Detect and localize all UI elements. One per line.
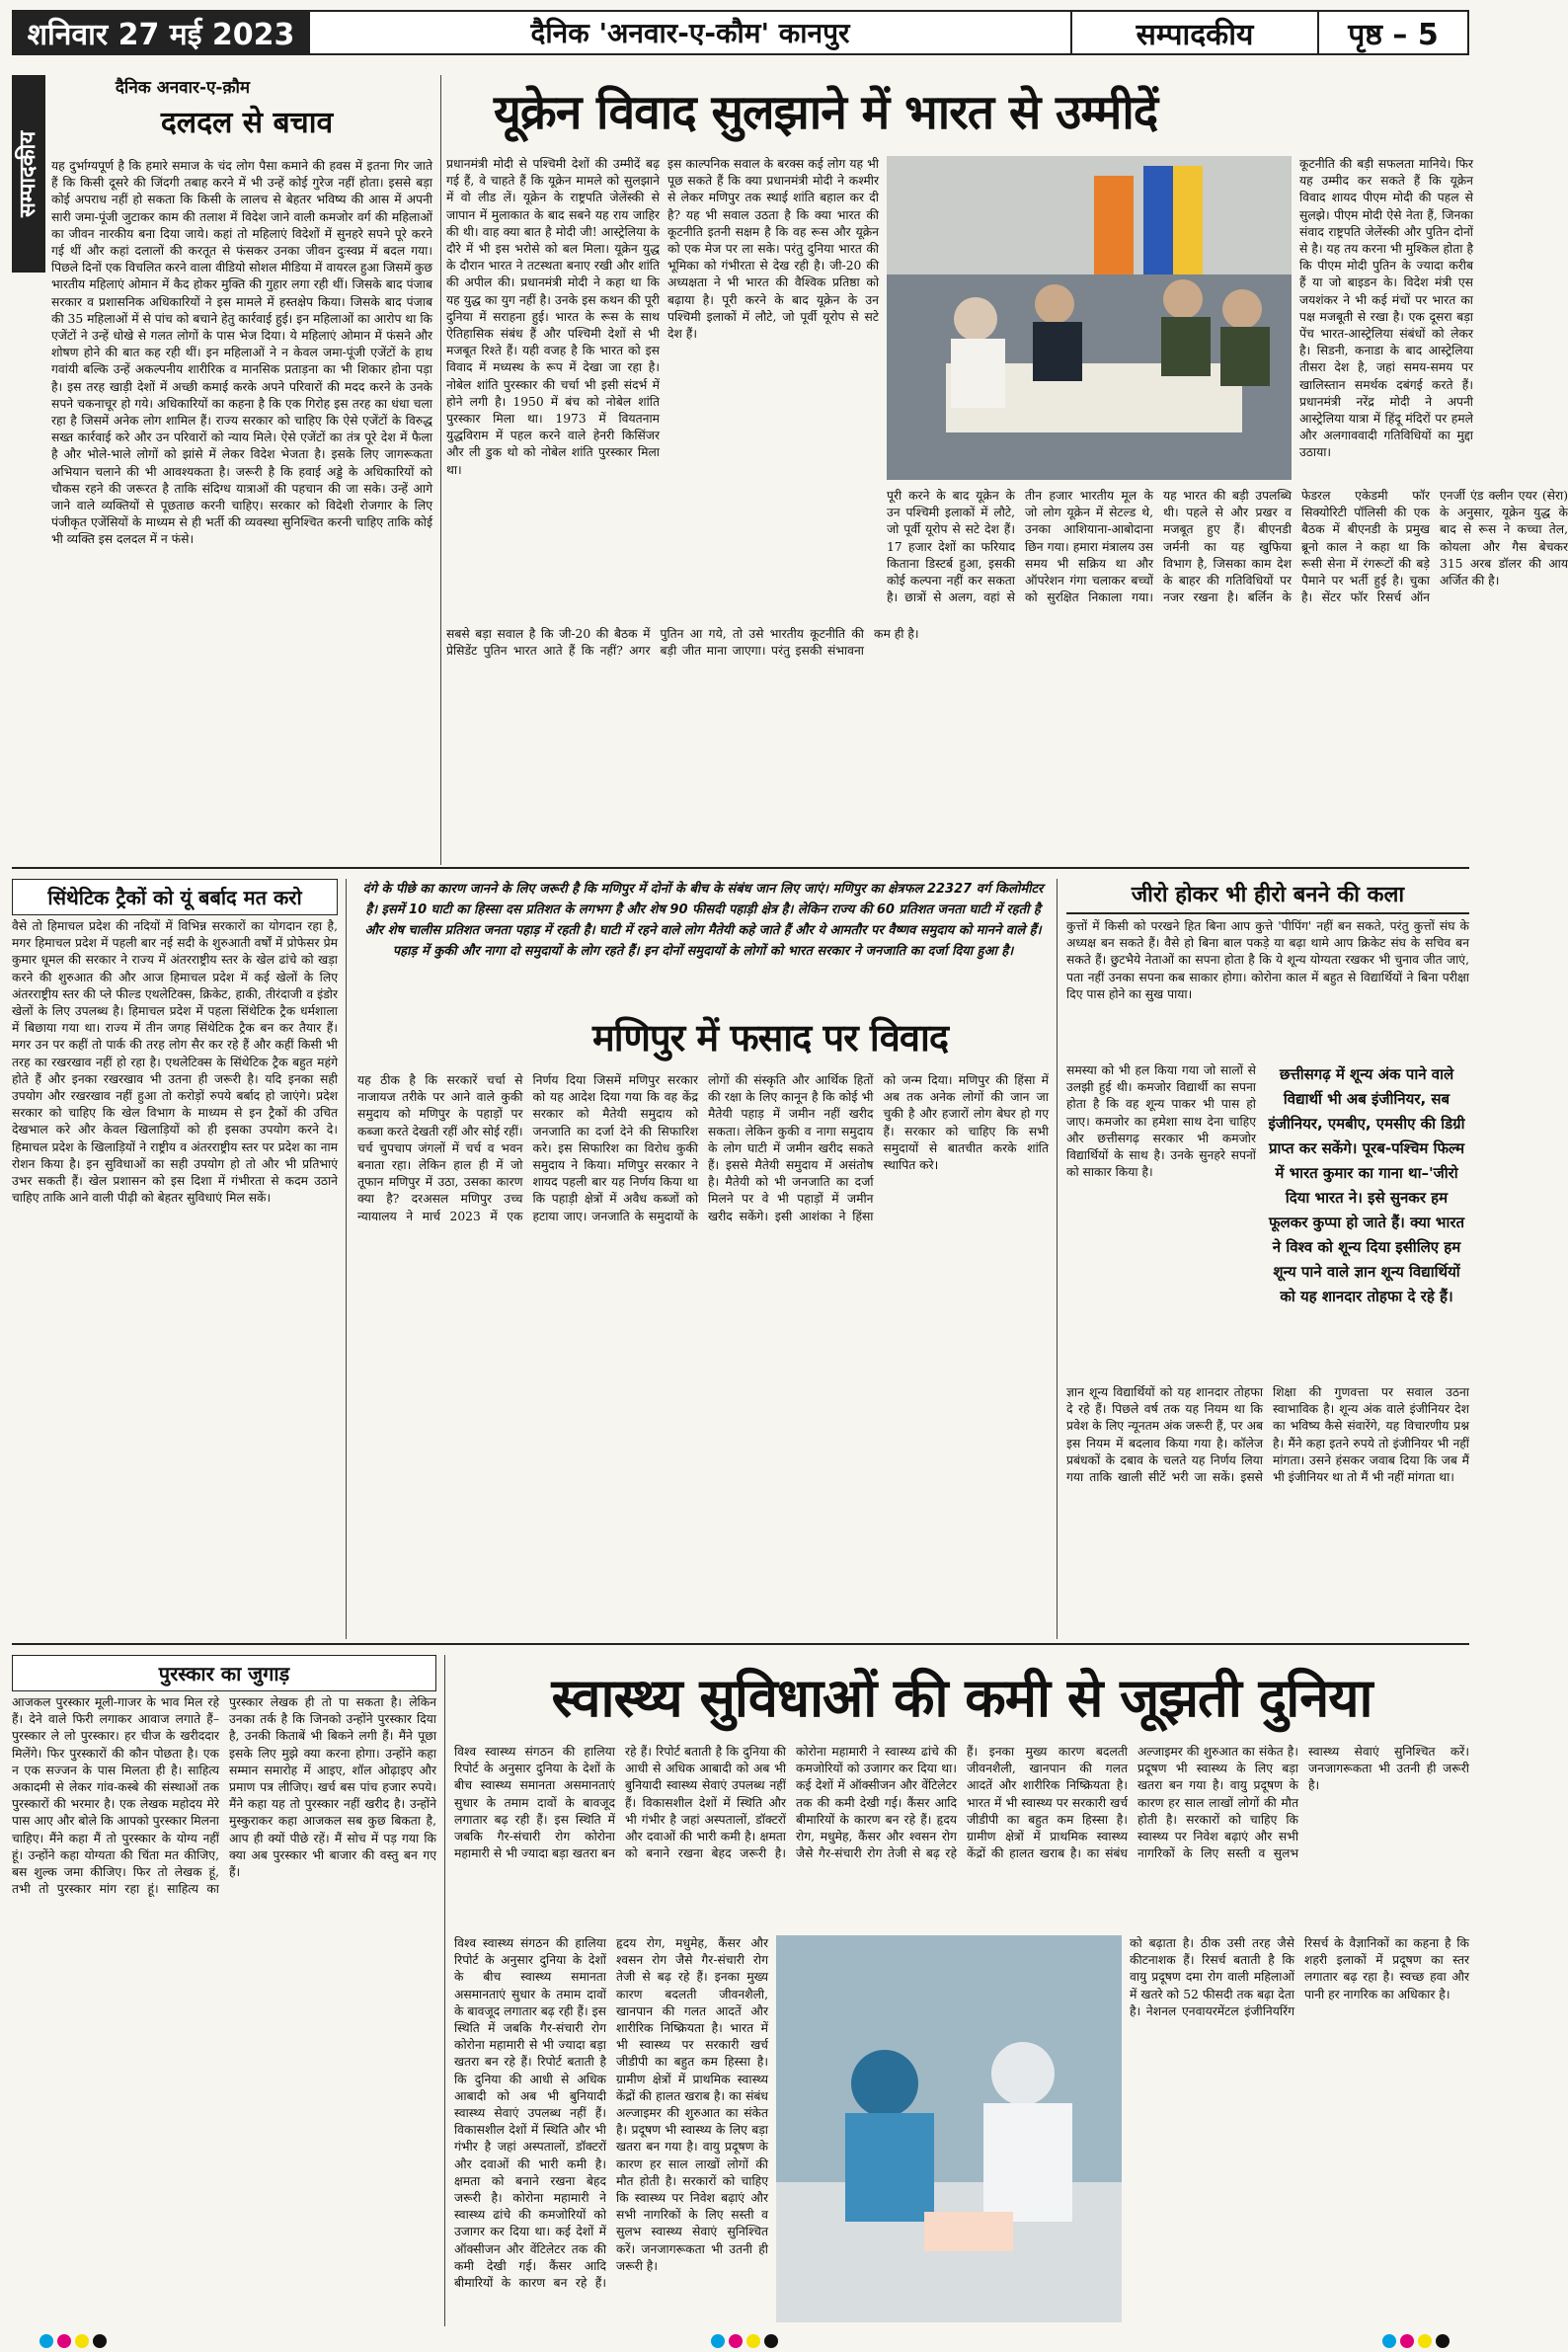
divider	[444, 1655, 445, 2326]
health-body-right: को बढ़ाता है। ठीक उसी तरह जैसे कीटनाशक हैं। रिसर्च बताती है कि वायु प्रदूषण दमा रोग वाली महिलाओं में खतरे को 52 फीसदी तक बढ़ा देता है। नेशनल एनवायरमेंटल इंजीनियरिंग रिसर्च के वैज्ञानिकों का कहना है कि शहरी इलाकों में प्रदूषण का स्तर लगातार बढ़ रहा है। स्वच्छ हवा और पानी हर नागरिक का अधिकार है।	[1130, 1936, 1469, 2018]
ukraine-headline: यूक्रेन विवाद सुलझाने में भारत से उम्मीदें	[494, 85, 1158, 140]
editorial-body: यह दुर्भाग्यपूर्ण है कि हमारे समाज के चंद लोग पैसा कमाने की हवस में इतना गिर जाते हैं कि किसी दूसरे की जिंदगी तबाह करने में भी उन्हें कोई गुरेज नहीं होता। इससे बड़ा कोई अपराध नहीं हो सकता कि किसी के लालच से बेहतर भविष्य की आस में अपनी सारी जमा-पूंजी जुटाकर काम की तलाश में विदेश जाने वाली कमजोर वर्ग की महिलाओं का जीवन नारकीय बना दिया जाये। कहां तो महिलाएं विदेशों में सुनहरे सपने पूरे करने गई थीं और कहां दलालों की करतूत से फंसकर उनका जीवन दुःस्वप्न में बदल गया। पिछले दिनों एक विचलित करने वाला वीडियो सोशल मीडिया में वायरल हुआ जिसमें कुछ भारतीय महिलाएं ओमान में कैद होकर मुक्ति की गुहार लगा रही थीं। जिसके बाद पंजाब सरकार व प्रशासनिक अधिकारियों ने इस मामले में हस्तक्षेप किया। जिसके बाद पंजाब की 35 महिलाओं में से पांच को बचाने हेतु कार्रवाई हुई। इन महिलाओं का आरोप था कि एजेंटों ने उन्हें धोखे से गलत लोगों के पास भेज दिया। ये महिलाएं ओमान में फंसने और शोषण होने की बात कह रही थीं। इन महिलाओं ने न केवल जमा-पूंजी एजेंटों के हाथ गवांयी बल्कि उन्हें अकल्पनीय शारीरिक व मानसिक प्रताड़ना का भी शिकार होना पड़ा है। इस तरह खाड़ी देशों में अच्छी कमाई करके अपने परिवारों की मदद करने के उनके सपने चकनाचूर हो गये। अधिकारियों का कहना है कि एक गिरोह इस तरह का धंधा चला रहा है जिसमें अनेक लोग शामिल हैं। राज्य सरकार को चाहिए कि ऐसे एजेंटों के विरुद्ध सख्त कार्रवाई करे और उन परिवारों को न्याय मिले। ऐसे एजेंटों का तंत्र पूरे देश में फैला है और भोले-भाले लोगों को झांसे में लेकर विदेश भेजता है। इसके लिए जागरूकता अभियान चलाने की भी आवश्यकता है। जरूरी है कि हवाई अड्डे के अधिकारियों को चौकस रहने की जरूरत है ताकि संदिग्ध यात्राओं की पहचान की जा सके। उन्हें आगे जाने वाले व्यक्तियों से पूछताछ करनी चाहिए। सरकार को विदेशी रोजगार के लिए पंजीकृत एजेंसियों के माध्यम से ही भर्ती की व्यवस्था सुनिश्चित करनी चाहिए ताकि कोई भी व्यक्ति इस दलदल में न फंसे।	[51, 159, 432, 547]
ukraine-body-left: प्रधानमंत्री मोदी से पश्चिमी देशों की उम्मीदें बढ़ गई हैं, वे चाहते हैं कि यूक्रेन मामले को सुलझाने में वो लीड लें। यूक्रेन के राष्ट्रपति जेलेंस्की से जापान में मुलाकात के बाद सबने यह राय जाहिर की थी। वाह क्या बात है मोदी जी! आस्ट्रेलिया के दौरे में भी इस भरोसे को बल मिला। यूक्रेन युद्ध के दौरान भारत ने तटस्थता बनाए रखी और शांति की अपील की। प्रधानमंत्री मोदी ने कहा था कि यह युद्ध का युग नहीं है। उनके इस कथन की पूरी दुनिया में सराहना हुई। भारत के रूस के साथ ऐतिहासिक संबंध हैं और पश्चिमी देशों से भी मजबूत रिश्ते हैं। यही वजह है कि भारत को इस विवाद में मध्यस्थ के रूप में देखा जा रहा है। नोबेल शांति पुरस्कार की चर्चा भी इसी संदर्भ में होने लगी है। 1950 में बंच को नोबेल शांति पुरस्कार मिला था। 1973 में वियतनाम युद्धविराम में पहल करने वाले हेनरी किसिंजर और ली डुक थो को नोबेल शांति पुरस्कार मिला था।	[446, 157, 660, 477]
masthead	[12, 10, 1469, 55]
cyan-mark-icon	[39, 2334, 53, 2348]
health-headline: स्वास्थ्य सुविधाओं की कमी से जूझती दुनिया	[551, 1667, 1372, 1729]
health-body-continued-left: विश्व स्वास्थ्य संगठन की हालिया रिपोर्ट के अनुसार दुनिया के देशों के बीच स्वास्थ्य समानता असमानताएं सुधार के तमाम दावों के बावजूद लगातार बढ़ रही हैं। इस स्थिति में जबकि गैर-संचारी रोग कोरोना महामारी से भी ज्यादा बड़ा खतरा बन रहे हैं। रिपोर्ट बताती है कि दुनिया की आधी से अधिक आबादी को अब भी बुनियादी स्वास्थ्य सेवाएं उपलब्ध नहीं हैं। विकासशील देशों में स्थिति और भी गंभीर है जहां अस्पतालों, डॉक्टरों और दवाओं की भारी कमी है। क्षमता को बनाने रखना बेहद जरूरी है। कोरोना महामारी ने स्वास्थ्य ढांचे की कमजोरियों को उजागर कर दिया था। कई देशों में ऑक्सीजन और वेंटिलेटर तक की कमी देखी गई। कैंसर आदि बीमारियों के कारण बन रहे हैं। हृदय रोग, मधुमेह, कैंसर और श्वसन रोग जैसे गैर-संचारी रोग तेजी से बढ़ रहे हैं। इनका मुख्य कारण बदलती जीवनशैली, खानपान की गलत आदतें और शारीरिक निष्क्रियता है। भारत में भी स्वास्थ्य पर सरकारी खर्च जीडीपी का बहुत कम हिस्सा है। ग्रामीण क्षेत्रों में प्राथमिक स्वास्थ्य केंद्रों की हालत खराब है। का संबंध अल्जाइमर की शुरुआत का संकेत है। प्रदूषण भी स्वास्थ्य के लिए बड़ा खतरा बन गया है। वायु प्रदूषण के कारण हर साल लाखों लोगों की मौत होती है। सरकारों को चाहिए कि स्वास्थ्य पर निवेश बढ़ाएं और सभी नागरिकों के लिए सस्ती व सुलभ स्वास्थ्य सेवाएं सुनिश्चित करें। जनजागरूकता भी उतनी ही जरूरी है।	[454, 1936, 768, 2291]
black-mark-icon	[764, 2334, 778, 2348]
ukraine-body-mid: इस काल्पनिक सवाल के बरक्स कई लोग यह भी पूछ सकते हैं कि क्या प्रधानमंत्री मोदी ने कश्मीर से लेकर मणिपुर तक स्थाई शांति बहाल कर दी है? यह भी सवाल उठता है कि क्या भारत की कूटनीति इतनी सक्षम है कि वह रूस और यूक्रेन को एक मेज पर ला सके। परंतु दुनिया भारत की भूमिका को गंभीरता से देख रही है। जी-20 की अध्यक्षता ने भी भारत की वैश्विक प्रतिष्ठा को बढ़ाया है। पूरी करने के बाद यूक्रेन के उन पश्चिमी इलाकों में लौटे, जो पूर्वी यूरोप से सटे देश हैं।	[667, 157, 879, 342]
ukraine-meeting-photo	[887, 156, 1292, 480]
health-clinic-illustration	[776, 1935, 1122, 2322]
cyan-mark-icon	[711, 2334, 725, 2348]
award-title: पुरस्कार का जुगाड़	[12, 1655, 436, 1691]
zero-hero-callout: छत्तीसगढ़ में शून्य अंक पाने वाले विद्यार्थी भी अब इंजीनियर, सब इंजीनियर, एमबीए, एमसीए की डिग्री प्राप्त कर सकेंगे। पूरब-पश्चिम फिल्म में भारत कुमार का गाना था–'जीरो दिया भारत ने। इसे सुनकर हम फूलकर कुप्पा हो जाते हैं। क्या भारत ने विश्व को शून्य दिया इसीलिए हम शून्य पाने वाले ज्ञान शून्य विद्यार्थियों को यह शानदार तोहफा दे रहे हैं।	[1268, 1065, 1465, 1305]
cyan-mark-icon	[1382, 2334, 1396, 2348]
magenta-mark-icon	[729, 2334, 743, 2348]
masthead-date: शनिवार 27 मई 2023	[14, 12, 310, 53]
printer-color-marks	[711, 2334, 778, 2348]
yellow-mark-icon	[1418, 2334, 1432, 2348]
editorial-side-label: सम्पादकीय	[12, 75, 45, 273]
award-body: आजकल पुरस्कार मूली-गाजर के भाव मिल रहे हैं। देने वाले फिरी लगाकर आवाज लगाते हैं–पुरस्कार ले लो पुरस्कार। हर चीज के खरीददार मिलेंगे। फिर पुरस्कारों की कौन पोछता है। एक न एक सज्जन के पास मिलता ही है। साहित्य अकादमी से लेकर गांव-कस्बे की संस्थाओं तक पुरस्कारों की भरमार है। एक लेखक महोदय मेरे पास आए और बोले कि आपको पुरस्कार मिलना चाहिए। मैंने कहा मैं तो पुरस्कार के योग्य नहीं हूं। उन्होंने कहा योग्यता की चिंता मत कीजिए, बस शुल्क जमा कीजिए। फिर तो लेखक हूं, तभी तो पुरस्कार मांग रहा हूं। साहित्य का पुरस्कार लेखक ही तो पा सकता है। लेकिन उनका तर्क है कि जिनको उन्होंने पुरस्कार दिया है, उनकी किताबें भी बिकने लगी हैं। मैंने पूछा इसके लिए मुझे क्या करना होगा। उन्होंने कहा सम्मान समारोह में आइए, शॉल ओढ़ाइए और प्रमाण पत्र लीजिए। खर्च बस पांच हजार रुपये। मैंने कहा यह तो पुरस्कार नहीं खरीद है। उन्होंने मुस्कुराकर कहा आजकल सब कुछ बिकता है, आप ही क्यों पीछे रहें। मैं सोच में पड़ गया कि क्या अब पुरस्कार भी बाजार की वस्तु बन गए हैं।	[12, 1695, 436, 1897]
magenta-mark-icon	[1400, 2334, 1414, 2348]
yellow-mark-icon	[75, 2334, 89, 2348]
manipur-headline: मणिपुर में फसाद पर विवाद	[591, 1016, 949, 1059]
black-mark-icon	[1436, 2334, 1450, 2348]
divider	[346, 879, 347, 1639]
editorial-title: दलदल से बचाव	[160, 106, 334, 140]
health-clinic-photo	[776, 1935, 1122, 2322]
synthetic-tracks-body: वैसे तो हिमाचल प्रदेश की नदियों में विभिन्न सरकारों का योगदान रहा है, मगर हिमाचल प्रदेश में पहली बार नई सदी के शुरुआती वर्षों में प्रोफेसर प्रेम कुमार धूमल की सरकार ने राज्य में अंतरराष्ट्रीय स्तर के खेल ढांचे को खड़ा करने की शुरुआत की और आज हिमाचल प्रदेश में कई खेलों के लिए अंतरराष्ट्रीय स्तर की प्ले फील्ड एथलेटिक्स, क्रिकेट, हाकी, तीरंदाजी व इंडोर खेलों के लिए उपलब्ध है। हिमाचल प्रदेश में पहला सिंथेटिक ट्रैक धर्मशाला में बिछाया गया था। राज्य में तीन जगह सिंथेटिक ट्रैक बन कर तैयार हैं। मगर उन पर कहीं तो पार्क की तरह लोग सैर कर रहे हैं और कहीं किसी भी तरह का रखरखाव नहीं हो रहा है। एथलेटिक्स के सिंथेटिक ट्रैक बहुत महंगे होते हैं और इनका रखरखाव भी उतना ही जरूरी है। यदि इनका सही उपयोग और रखरखाव नहीं हुआ तो करोड़ों रुपये बर्बाद हो जाएंगे। प्रदेश सरकार को चाहिए कि खेल विभाग के माध्यम से इन ट्रैकों की उचित देखभाल करे और केवल खिलाड़ियों को ही इसका उपयोग करने दे। हिमाचल प्रदेश के खिलाड़ियों ने राष्ट्रीय व अंतरराष्ट्रीय स्तर पर प्रदेश का नाम रोशन किया है। इन सुविधाओं का सही उपयोग हो तो और भी प्रतिभाएं उभर सकती हैं। खेल प्रशासन को इस दिशा में गंभीरता से कदम उठाने चाहिए ताकि आने वाली पीढ़ी को बेहतर सुविधाएं मिल सकें।	[12, 919, 338, 1206]
editorial-brand: दैनिक अनवार-ए-क़ौम	[115, 78, 251, 98]
ukraine-body-continued: सबसे बड़ा सवाल है कि जी-20 की बैठक में प्रेसिडेंट पुतिन भारत आते हैं कि नहीं? अगर पुतिन आ गये, तो उसे भारतीय कूटनीति की बड़ी जीत माना जाएगा। परंतु इसकी संभावना कम ही है।	[446, 627, 919, 659]
zero-hero-body-top: कुत्तों में किसी को परखने हित बिना आप कुत्ते 'पीपिंग' नहीं बन सकते, परंतु कुत्तों संघ के अध्यक्ष बन सकते हैं। वैसे हो बिना बाल पकड़े या बढ़ा थामे आप क्रिकेट संघ के सचिव बन सकते हैं। छुटभैये नेताओं का सपना होता है कि ये शून्य योग्यता रखकर भी चुनाव जीत जाएं, पता नहीं उनका सपना कब साकार होगा। कोरोना काल में बहुत से विद्यार्थियों ने बिना परीक्षा दिए पास होने का सुख पाया।	[1066, 919, 1469, 1001]
printer-color-marks	[1382, 2334, 1450, 2348]
section-divider	[12, 1643, 1469, 1645]
ukraine-body-right: कूटनीति की बड़ी सफलता मानिये। फिर यह उम्मीद कर सकते हैं कि यूक्रेन विवाद शायद पीएम मोदी की पहल से सुलझे। पीएम मोदी ऐसे नेता हैं, जिनका संवाद राष्ट्रपति जेलेंस्की और पुतिन दोनों से है। यह तय करना भी मुश्किल होता है कि पीएम मोदी पुतिन के ज्यादा करीब हैं या जो बाइडन के। विदेश मंत्री एस जयशंकर ने भी कई मंचों पर भारत का पक्ष मजबूती से रखा है। एक दूसरा बड़ा पेंच भारत-आस्ट्रेलिया संबंधों को लेकर है। सिडनी, कनाडा के बाद आस्ट्रेलिया तीसरा देश है, जहां समय-समय पर खालिस्तान समर्थक दबंगई करते हैं। प्रधानमंत्री नरेंद्र मोदी ने अपनी आस्ट्रेलिया यात्रा में हिंदू मंदिरों पर हमले और अलगाववादी गतिविधियों का मुद्दा उठाया।	[1299, 157, 1473, 460]
health-body: विश्व स्वास्थ्य संगठन की हालिया रिपोर्ट के अनुसार दुनिया के देशों के बीच स्वास्थ्य समानता असमानताएं सुधार के तमाम दावों के बावजूद लगातार बढ़ रही हैं। इस स्थिति में जबकि गैर-संचारी रोग कोरोना महामारी से भी ज्यादा बड़ा खतरा बन रहे हैं। रिपोर्ट बताती है कि दुनिया की आधी से अधिक आबादी को अब भी बुनियादी स्वास्थ्य सेवाएं उपलब्ध नहीं हैं। विकासशील देशों में स्थिति और भी गंभीर है जहां अस्पतालों, डॉक्टरों और दवाओं की भारी कमी है। क्षमता को बनाने रखना बेहद जरूरी है। कोरोना महामारी ने स्वास्थ्य ढांचे की कमजोरियों को उजागर कर दिया था। कई देशों में ऑक्सीजन और वेंटिलेटर तक की कमी देखी गई। कैंसर आदि बीमारियों के कारण बन रहे हैं। हृदय रोग, मधुमेह, कैंसर और श्वसन रोग जैसे गैर-संचारी रोग तेजी से बढ़ रहे हैं। इनका मुख्य कारण बदलती जीवनशैली, खानपान की गलत आदतें और शारीरिक निष्क्रियता है। भारत में भी स्वास्थ्य पर सरकारी खर्च जीडीपी का बहुत कम हिस्सा है। ग्रामीण क्षेत्रों में प्राथमिक स्वास्थ्य केंद्रों की हालत खराब है। का संबंध अल्जाइमर की शुरुआत का संकेत है। प्रदूषण भी स्वास्थ्य के लिए बड़ा खतरा बन गया है। वायु प्रदूषण के कारण हर साल लाखों लोगों की मौत होती है। सरकारों को चाहिए कि स्वास्थ्य पर निवेश बढ़ाएं और सभी नागरिकों के लिए सस्ती व सुलभ स्वास्थ्य सेवाएं सुनिश्चित करें। जनजागरूकता भी उतनी ही जरूरी है।	[454, 1745, 1469, 1861]
black-mark-icon	[93, 2334, 107, 2348]
section-divider	[12, 867, 1469, 869]
synthetic-tracks-title: सिंथेटिक ट्रैकों को यूं बर्बाद मत करो	[12, 879, 338, 915]
printer-color-marks	[39, 2334, 107, 2348]
masthead-section: सम्पादकीय	[1072, 12, 1319, 53]
yellow-mark-icon	[746, 2334, 760, 2348]
zero-hero-body-left: समस्या को भी हल किया गया जो सालों से उलझी हुई थी। कमजोर विद्यार्थी का सपना होता है कि वह शून्य पाकर भी पास हो जाए। कमजोर का हमेशा साथ देना चाहिए और छत्तीसगढ़ सरकार भी कमजोर विद्यार्थियों के साथ है। उनके सुनहरे सपनों को साकार किया है।	[1066, 1063, 1256, 1180]
ukraine-body-lower: पूरी करने के बाद यूक्रेन के उन पश्चिमी इलाकों में लौटे, जो पूर्वी यूरोप से सटे देश हैं। 17 हजार देशों का फरियाद किताना डिस्टर्ब हुआ, इसकी कोई कल्पना नहीं कर सकता है। छात्रों से अलग, वहां से तीन हजार भारतीय मूल के जो लोग यूक्रेन में सेटल्ड थे, उनका आशियाना-आबोदाना छिन गया। हमारा मंत्रालय उस समय भी सक्रिय था और ऑपरेशन गंगा चलाकर बच्चों को सुरक्षित निकाला गया। यह भारत की बड़ी उपलब्धि थी। पहले से और प्रखर व मजबूत हुए हैं। बीएनडी जर्मनी का यह खुफिया विभाग है, जिसका काम देश के बाहर की गतिविधियों पर नजर रखना है। बर्लिन के फेडरल एकेडमी फॉर सिक्योरिटी पॉलिसी की एक बैठक में बीएनडी के प्रमुख ब्रूनो काल ने कहा था कि रूसी सेना में रंगरूटों की बड़े पैमाने पर भर्ती हुई है। चुका है। सेंटर फॉर रिसर्च ऑन एनर्जी एंड क्लीन एयर (सेरा) के अनुसार, यूक्रेन युद्ध के बाद से रूस ने कच्चा तेल, कोयला और गैस बेचकर 315 अरब डॉलर की आय अर्जित की है।	[887, 489, 1568, 605]
masthead-paper-name: दैनिक 'अनवार-ए-कौम' कानपुर	[310, 12, 1072, 53]
zero-hero-body-bottom: ज्ञान शून्य विद्यार्थियों को यह शानदार तोहफा दे रहे हैं। पिछले वर्ष तक यह नियम था कि प्रवेश के लिए न्यूनतम अंक जरूरी हैं, पर अब इस नियम में बदलाव किया गया है। कॉलेज प्रबंधकों के दबाव के चलते यह निर्णय लिया गया ताकि खाली सीटें भरी जा सकें। इससे शिक्षा की गुणवत्ता पर सवाल उठना स्वाभाविक है। शून्य अंक वाले इंजीनियर देश का भविष्य कैसे संवारेंगे, यह विचारणीय प्रश्न है। मैंने कहा इतने रुपये तो इंजीनियर भी नहीं मांगता। उसने हंसकर जवाब दिया कि जब मैं भी इंजीनियर था तो मैं भी नहीं मांगता था।	[1066, 1385, 1469, 1485]
manipur-intro-deck: दंगे के पीछे का कारण जानने के लिए जरूरी है कि मणिपुर में दोनों के बीच के संबंध जान लिए जाएं। मणिपुर का क्षेत्रफल 22327 वर्ग किलोमीटर है। इसमें 10 घाटी का हिस्सा दस प्रतिशत के लगभग है और शेष 90 फीसदी पहाड़ी क्षेत्र है। लेकिन राज्य की 60 प्रतिशत जनता घाटी में रहती है और शेष चालीस प्रतिशत जनता पहाड़ में रहती है। घाटी में रहने वाले लोग मैतेयी कहे जाते हैं और ये आमतौर पर वैष्णव समुदाय को मानने वाले हैं। पहाड़ में कुकी और नागा दो समुदायों के लोग रहते हैं। इन दोनों समुदायों के लोगों को भारत सरकार ने जनजाति का दर्जा दिया हुआ है।	[362, 882, 1044, 959]
magenta-mark-icon	[57, 2334, 71, 2348]
divider	[440, 75, 441, 865]
manipur-body: यह ठीक है कि सरकारें चर्चा से नाजायज तरीके पर आने वाले कुकी समुदाय को मणिपुर के पहाड़ों पर कब्जा करते देखती रहीं और सोई रहीं। चर्च चुपचाप जंगलों में चर्च व भवन बनाता रहा। लेकिन हाल ही में जो तूफान मणिपुर में उठा, उसका कारण क्या है? दरअसल मणिपुर उच्च न्यायालय ने मार्च 2023 में एक निर्णय दिया जिसमें मणिपुर सरकार को यह आदेश दिया गया कि वह केंद्र सरकार को मैतेयी समुदाय को जनजाति का दर्जा देने की सिफारिश करे। इस सिफारिश का विरोध कुकी समुदाय ने किया। मणिपुर सरकार ने शायद पहली बार यह निर्णय किया था कि पहाड़ी क्षेत्रों में अवैध कब्जों को हटाया जाए। जनजाति के समुदायों के लोगों की संस्कृति और आर्थिक हितों की रक्षा के लिए कानून है कि कोई भी मैतेयी पहाड़ में जमीन नहीं खरीद सकता। लेकिन कुकी व नागा समुदाय के लोग घाटी में जमीन खरीद सकते हैं। इससे मैतेयी समुदाय में असंतोष है। मैतेयी को भी जनजाति का दर्जा मिलने पर वे भी पहाड़ों में जमीन खरीद सकेंगे। इसी आशंका ने हिंसा को जन्म दिया। मणिपुर की हिंसा में अब तक अनेक लोगों की जान जा चुकी है और हजारों लोग बेघर हो गए हैं। सरकार को चाहिए कि सभी समुदायों से बातचीत करके शांति स्थापित करे।	[357, 1073, 1049, 1223]
divider	[1057, 879, 1058, 1639]
zero-hero-title: जीरो होकर भी हीरो बनने की कला	[1066, 879, 1469, 914]
masthead-page-number: पृष्ठ – 5	[1348, 17, 1439, 52]
ukraine-meeting-illustration	[887, 156, 1292, 480]
